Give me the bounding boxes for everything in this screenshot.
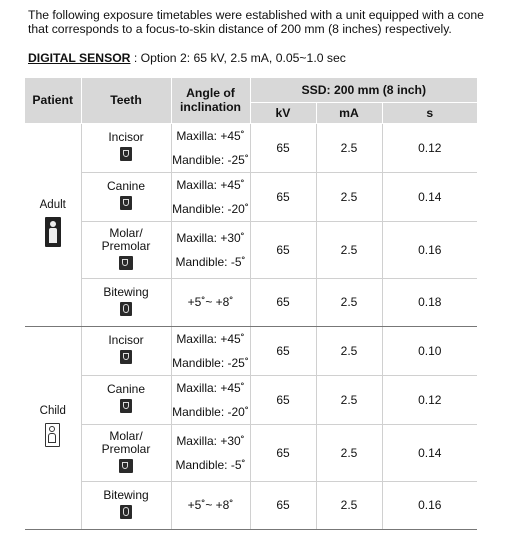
child-patient-icon	[45, 423, 60, 447]
tooth-name: Incisor	[108, 333, 144, 347]
incisor-tooth-icon	[120, 350, 132, 364]
tooth-name: Molar/ Premolar	[101, 225, 151, 253]
tooth-cell	[81, 123, 171, 172]
table-row	[25, 123, 477, 172]
bitewing-icon	[120, 302, 132, 316]
ma-cell: 2.5	[316, 375, 382, 424]
exposure-table	[25, 78, 477, 530]
sensor-label: DIGITAL SENSOR	[28, 51, 131, 65]
ma-cell: 2.5	[316, 172, 382, 221]
kv-cell: 65	[250, 326, 316, 375]
tooth-name: Bitewing	[103, 487, 149, 502]
angle-mandible: Mandible: -25˚	[172, 152, 249, 167]
angle-range: +5˚~ +8˚	[187, 498, 234, 512]
canine-tooth-icon	[120, 399, 132, 413]
sensor-separator: :	[130, 51, 141, 65]
tooth-name: Canine	[106, 179, 146, 193]
tooth-cell	[81, 221, 171, 278]
incisor-tooth-icon	[120, 147, 132, 161]
tooth-cell	[81, 375, 171, 424]
kv-cell: 65	[250, 172, 316, 221]
angle-range: +5˚~ +8˚	[187, 295, 234, 309]
header-ssd: SSD: 200 mm (8 inch)	[250, 78, 477, 102]
patient-label: Adult	[39, 199, 66, 211]
angle-mandible: Mandible: -5˚	[175, 254, 246, 269]
kv-cell: 65	[250, 278, 316, 326]
ma-cell: 2.5	[316, 326, 382, 375]
tooth-name: Canine	[106, 382, 146, 396]
patient-cell	[25, 123, 81, 326]
s-cell: 0.12	[382, 123, 477, 172]
s-cell: 0.14	[382, 172, 477, 221]
angle-cell	[171, 278, 250, 326]
table-row	[25, 481, 477, 529]
molar-tooth-icon	[119, 256, 133, 270]
angle-cell	[171, 123, 250, 172]
kv-cell: 65	[250, 221, 316, 278]
table-row	[25, 424, 477, 481]
angle-cell	[171, 424, 250, 481]
ma-cell: 2.5	[316, 481, 382, 529]
adult-patient-icon	[45, 217, 61, 247]
angle-maxilla: Maxilla: +45˚	[176, 177, 245, 192]
angle-mandible: Mandible: -20˚	[172, 404, 249, 419]
angle-mandible: Mandible: -25˚	[172, 355, 249, 370]
tooth-cell	[81, 278, 171, 326]
patient-label: Child	[39, 405, 66, 417]
ma-cell: 2.5	[316, 221, 382, 278]
intro-text: The following exposure timetables were established with a unit equipped with a cone that corresponds to a focus-to-skin distance of 200 mm (8 inches) respectively.	[28, 8, 484, 36]
header-teeth: Teeth	[81, 78, 171, 123]
angle-maxilla: Maxilla: +30˚	[176, 433, 245, 448]
kv-cell: 65	[250, 424, 316, 481]
table-row	[25, 172, 477, 221]
kv-cell: 65	[250, 375, 316, 424]
canine-tooth-icon	[120, 196, 132, 210]
s-cell: 0.16	[382, 481, 477, 529]
s-cell: 0.12	[382, 375, 477, 424]
s-cell: 0.18	[382, 278, 477, 326]
ma-cell: 2.5	[316, 424, 382, 481]
angle-mandible: Mandible: -5˚	[175, 457, 246, 472]
angle-cell	[171, 481, 250, 529]
molar-tooth-icon	[119, 459, 133, 473]
angle-maxilla: Maxilla: +45˚	[176, 128, 245, 143]
table-row	[25, 221, 477, 278]
header-s: s	[382, 102, 477, 123]
angle-maxilla: Maxilla: +45˚	[176, 331, 245, 346]
table-row	[25, 326, 477, 375]
ma-cell: 2.5	[316, 123, 382, 172]
kv-cell: 65	[250, 481, 316, 529]
angle-cell	[171, 326, 250, 375]
ma-cell: 2.5	[316, 278, 382, 326]
tooth-cell	[81, 481, 171, 529]
header-patient: Patient	[25, 78, 81, 123]
angle-maxilla: Maxilla: +30˚	[176, 230, 245, 245]
tooth-name: Incisor	[108, 130, 144, 144]
table-row	[25, 375, 477, 424]
tooth-cell	[81, 424, 171, 481]
header-kv: kV	[250, 102, 316, 123]
tooth-name: Bitewing	[103, 284, 149, 299]
angle-cell	[171, 375, 250, 424]
sensor-line	[28, 51, 346, 65]
s-cell: 0.10	[382, 326, 477, 375]
table-row	[25, 278, 477, 326]
sensor-text: Option 2: 65 kV, 2.5 mA, 0.05~1.0 sec	[140, 51, 346, 65]
tooth-name: Molar/ Premolar	[101, 428, 151, 456]
tooth-cell	[81, 326, 171, 375]
exposure-table-body	[25, 123, 477, 529]
angle-cell	[171, 221, 250, 278]
angle-maxilla: Maxilla: +45˚	[176, 380, 245, 395]
bitewing-icon	[120, 505, 132, 519]
header-angle: Angle of inclination	[171, 78, 250, 123]
patient-cell	[25, 326, 81, 529]
kv-cell: 65	[250, 123, 316, 172]
header-ma: mA	[316, 102, 382, 123]
angle-mandible: Mandible: -20˚	[172, 201, 249, 216]
s-cell: 0.16	[382, 221, 477, 278]
s-cell: 0.14	[382, 424, 477, 481]
tooth-cell	[81, 172, 171, 221]
angle-cell	[171, 172, 250, 221]
